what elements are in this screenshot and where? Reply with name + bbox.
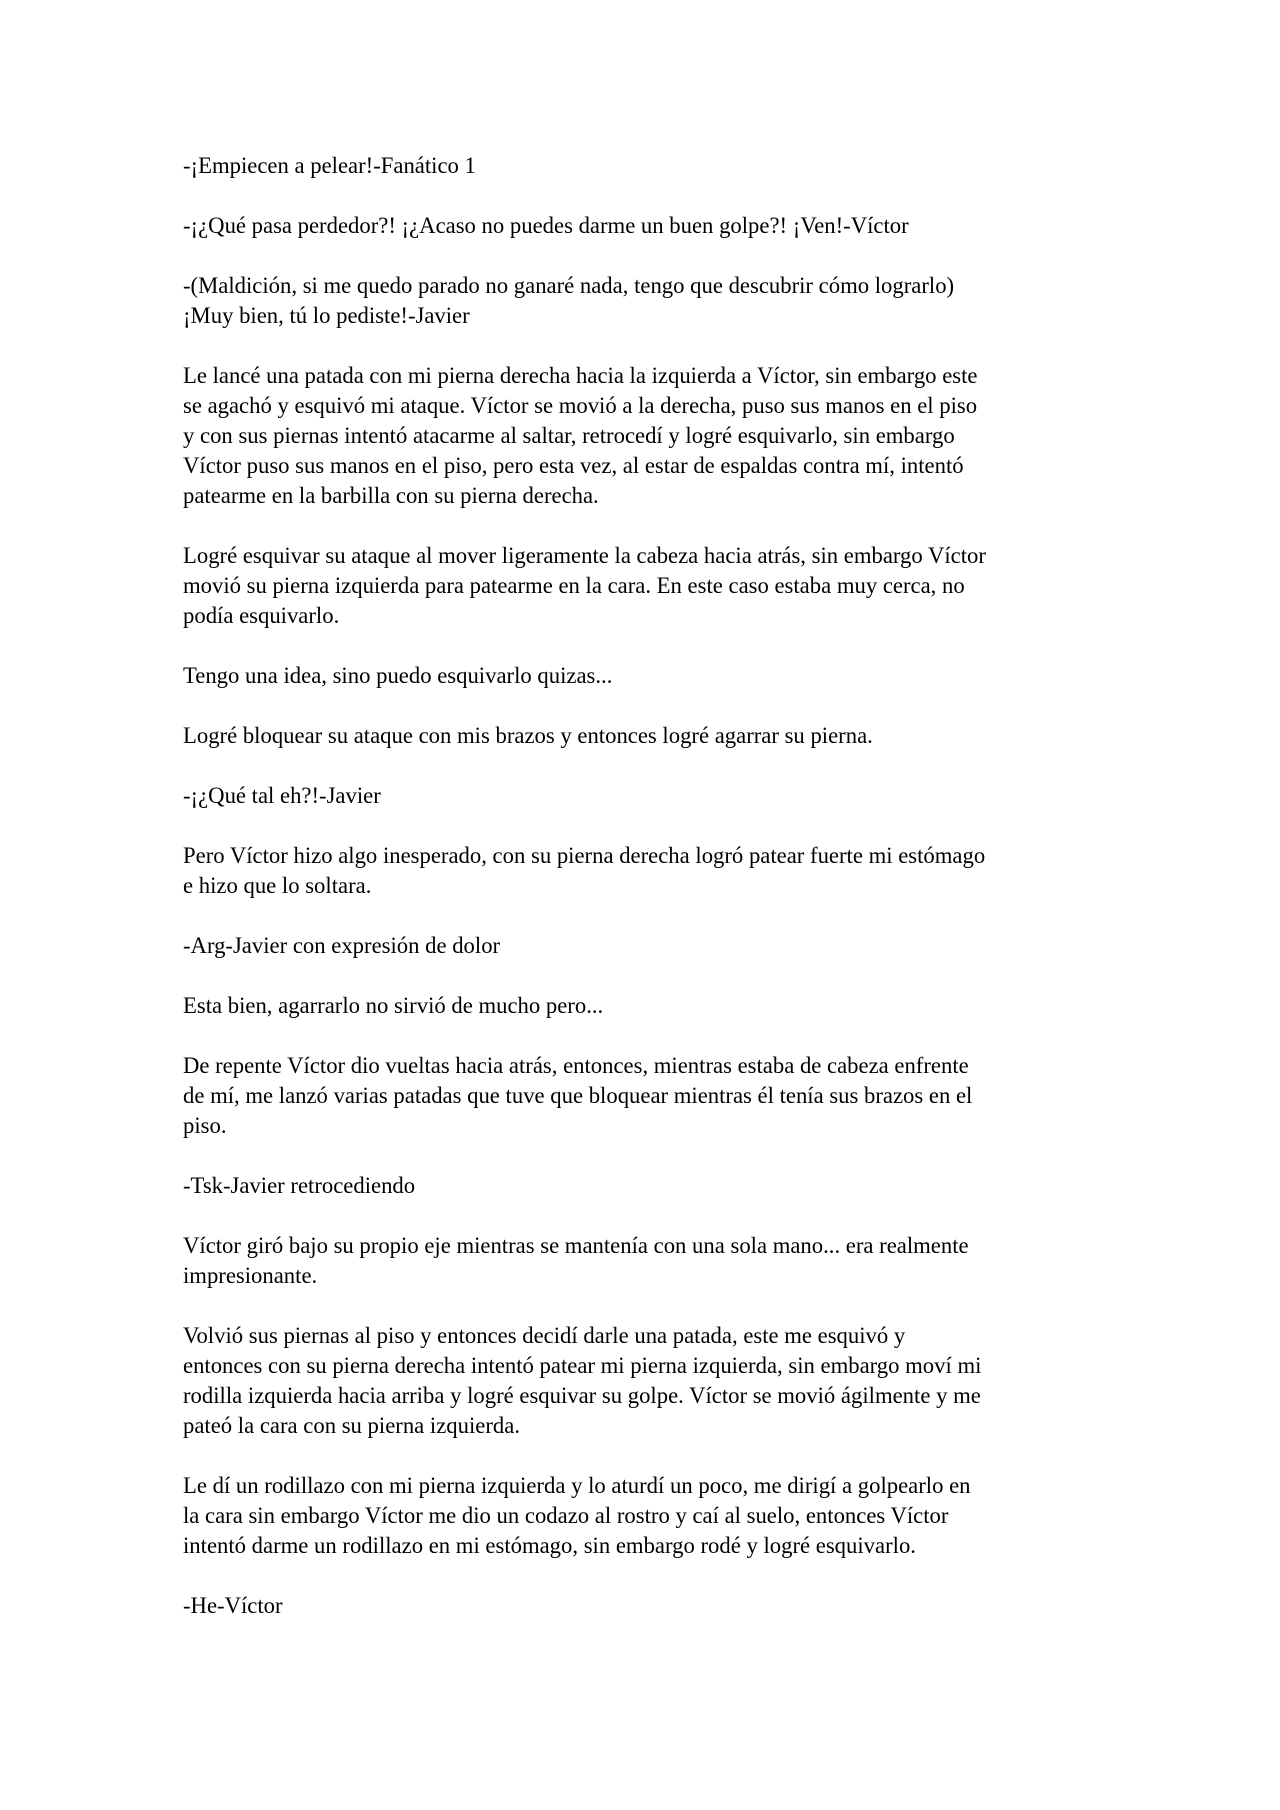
text-line: impresionante. xyxy=(183,1263,318,1288)
paragraph xyxy=(183,781,1100,811)
text-line: Le lancé una patada con mi pierna derecha hacia la izquierda a Víctor, sin embargo este xyxy=(183,363,978,388)
paragraph xyxy=(183,841,1100,901)
paragraph xyxy=(183,361,1100,511)
paragraph xyxy=(183,541,1100,631)
paragraph xyxy=(183,991,1100,1021)
paragraph xyxy=(183,1171,1100,1201)
text-line: Logré bloquear su ataque con mis brazos y entonces logré agarrar su pierna. xyxy=(183,723,873,748)
text-line: -Arg-Javier con expresión de dolor xyxy=(183,933,501,958)
paragraph xyxy=(183,1471,1100,1561)
text-line: pateó la cara con su pierna izquierda. xyxy=(183,1413,520,1438)
text-line: se agachó y esquivó mi ataque. Víctor se movió a la derecha, puso sus manos en el piso xyxy=(183,393,978,418)
paragraph xyxy=(183,661,1100,691)
text-line: rodilla izquierda hacia arriba y logré esquivar su golpe. Víctor se movió ágilmente y me xyxy=(183,1383,981,1408)
text-line: -Tsk-Javier retrocediendo xyxy=(183,1173,416,1198)
text-line: patearme en la barbilla con su pierna derecha. xyxy=(183,483,599,508)
text-line: -¡¿Qué tal eh?!-Javier xyxy=(183,783,381,808)
text-line: -He-Víctor xyxy=(183,1593,283,1618)
paragraph xyxy=(183,151,1100,181)
paragraph xyxy=(183,271,1100,331)
text-line: la cara sin embargo Víctor me dio un codazo al rostro y caí al suelo, entonces Víctor xyxy=(183,1503,949,1528)
text-line: Volvió sus piernas al piso y entonces decidí darle una patada, este me esquivó y xyxy=(183,1323,906,1348)
paragraph xyxy=(183,721,1100,751)
text-line: Víctor puso sus manos en el piso, pero esta vez, al estar de espaldas contra mí, intentó xyxy=(183,453,964,478)
text-line: Esta bien, agarrarlo no sirvió de mucho pero... xyxy=(183,993,604,1018)
text-line: Logré esquivar su ataque al mover ligeramente la cabeza hacia atrás, sin embargo Víctor xyxy=(183,543,986,568)
text-line: entonces con su pierna derecha intentó patear mi pierna izquierda, sin embargo moví mi xyxy=(183,1353,982,1378)
text-line: e hizo que lo soltara. xyxy=(183,873,372,898)
text-line: Víctor giró bajo su propio eje mientras se mantenía con una sola mano... era realmente xyxy=(183,1233,969,1258)
paragraph xyxy=(183,211,1100,241)
text-line: ¡Muy bien, tú lo pediste!-Javier xyxy=(183,303,470,328)
text-line: intentó darme un rodillazo en mi estómago, sin embargo rodé y logré esquivarlo. xyxy=(183,1533,916,1558)
text-line: Tengo una idea, sino puedo esquivarlo quizas... xyxy=(183,663,613,688)
text-line: y con sus piernas intentó atacarme al saltar, retrocedí y logré esquivarlo, sin embargo xyxy=(183,423,955,448)
text-line: De repente Víctor dio vueltas hacia atrás, entonces, mientras estaba de cabeza enfrente xyxy=(183,1053,969,1078)
text-line: movió su pierna izquierda para patearme en la cara. En este caso estaba muy cerca, no xyxy=(183,573,965,598)
paragraph xyxy=(183,1051,1100,1141)
text-line: Pero Víctor hizo algo inesperado, con su pierna derecha logró patear fuerte mi estómago xyxy=(183,843,986,868)
paragraph xyxy=(183,1321,1100,1441)
paragraph xyxy=(183,1231,1100,1291)
paragraph xyxy=(183,931,1100,961)
text-line: podía esquivarlo. xyxy=(183,603,340,628)
text-line: -¡¿Qué pasa perdedor?! ¡¿Acaso no puedes darme un buen golpe?! ¡Ven!-Víctor xyxy=(183,213,909,238)
text-line: Le dí un rodillazo con mi pierna izquierda y lo aturdí un poco, me dirigí a golpearlo en xyxy=(183,1473,971,1498)
paragraph xyxy=(183,1591,1100,1621)
text-line: piso. xyxy=(183,1113,227,1138)
text-line: de mí, me lanzó varias patadas que tuve que bloquear mientras él tenía sus brazos en el xyxy=(183,1083,973,1108)
text-line: -¡Empiecen a pelear!-Fanático 1 xyxy=(183,153,476,178)
document-body xyxy=(183,151,1100,1621)
text-line: -(Maldición, si me quedo parado no ganaré nada, tengo que descubrir cómo lograrlo) xyxy=(183,273,955,298)
